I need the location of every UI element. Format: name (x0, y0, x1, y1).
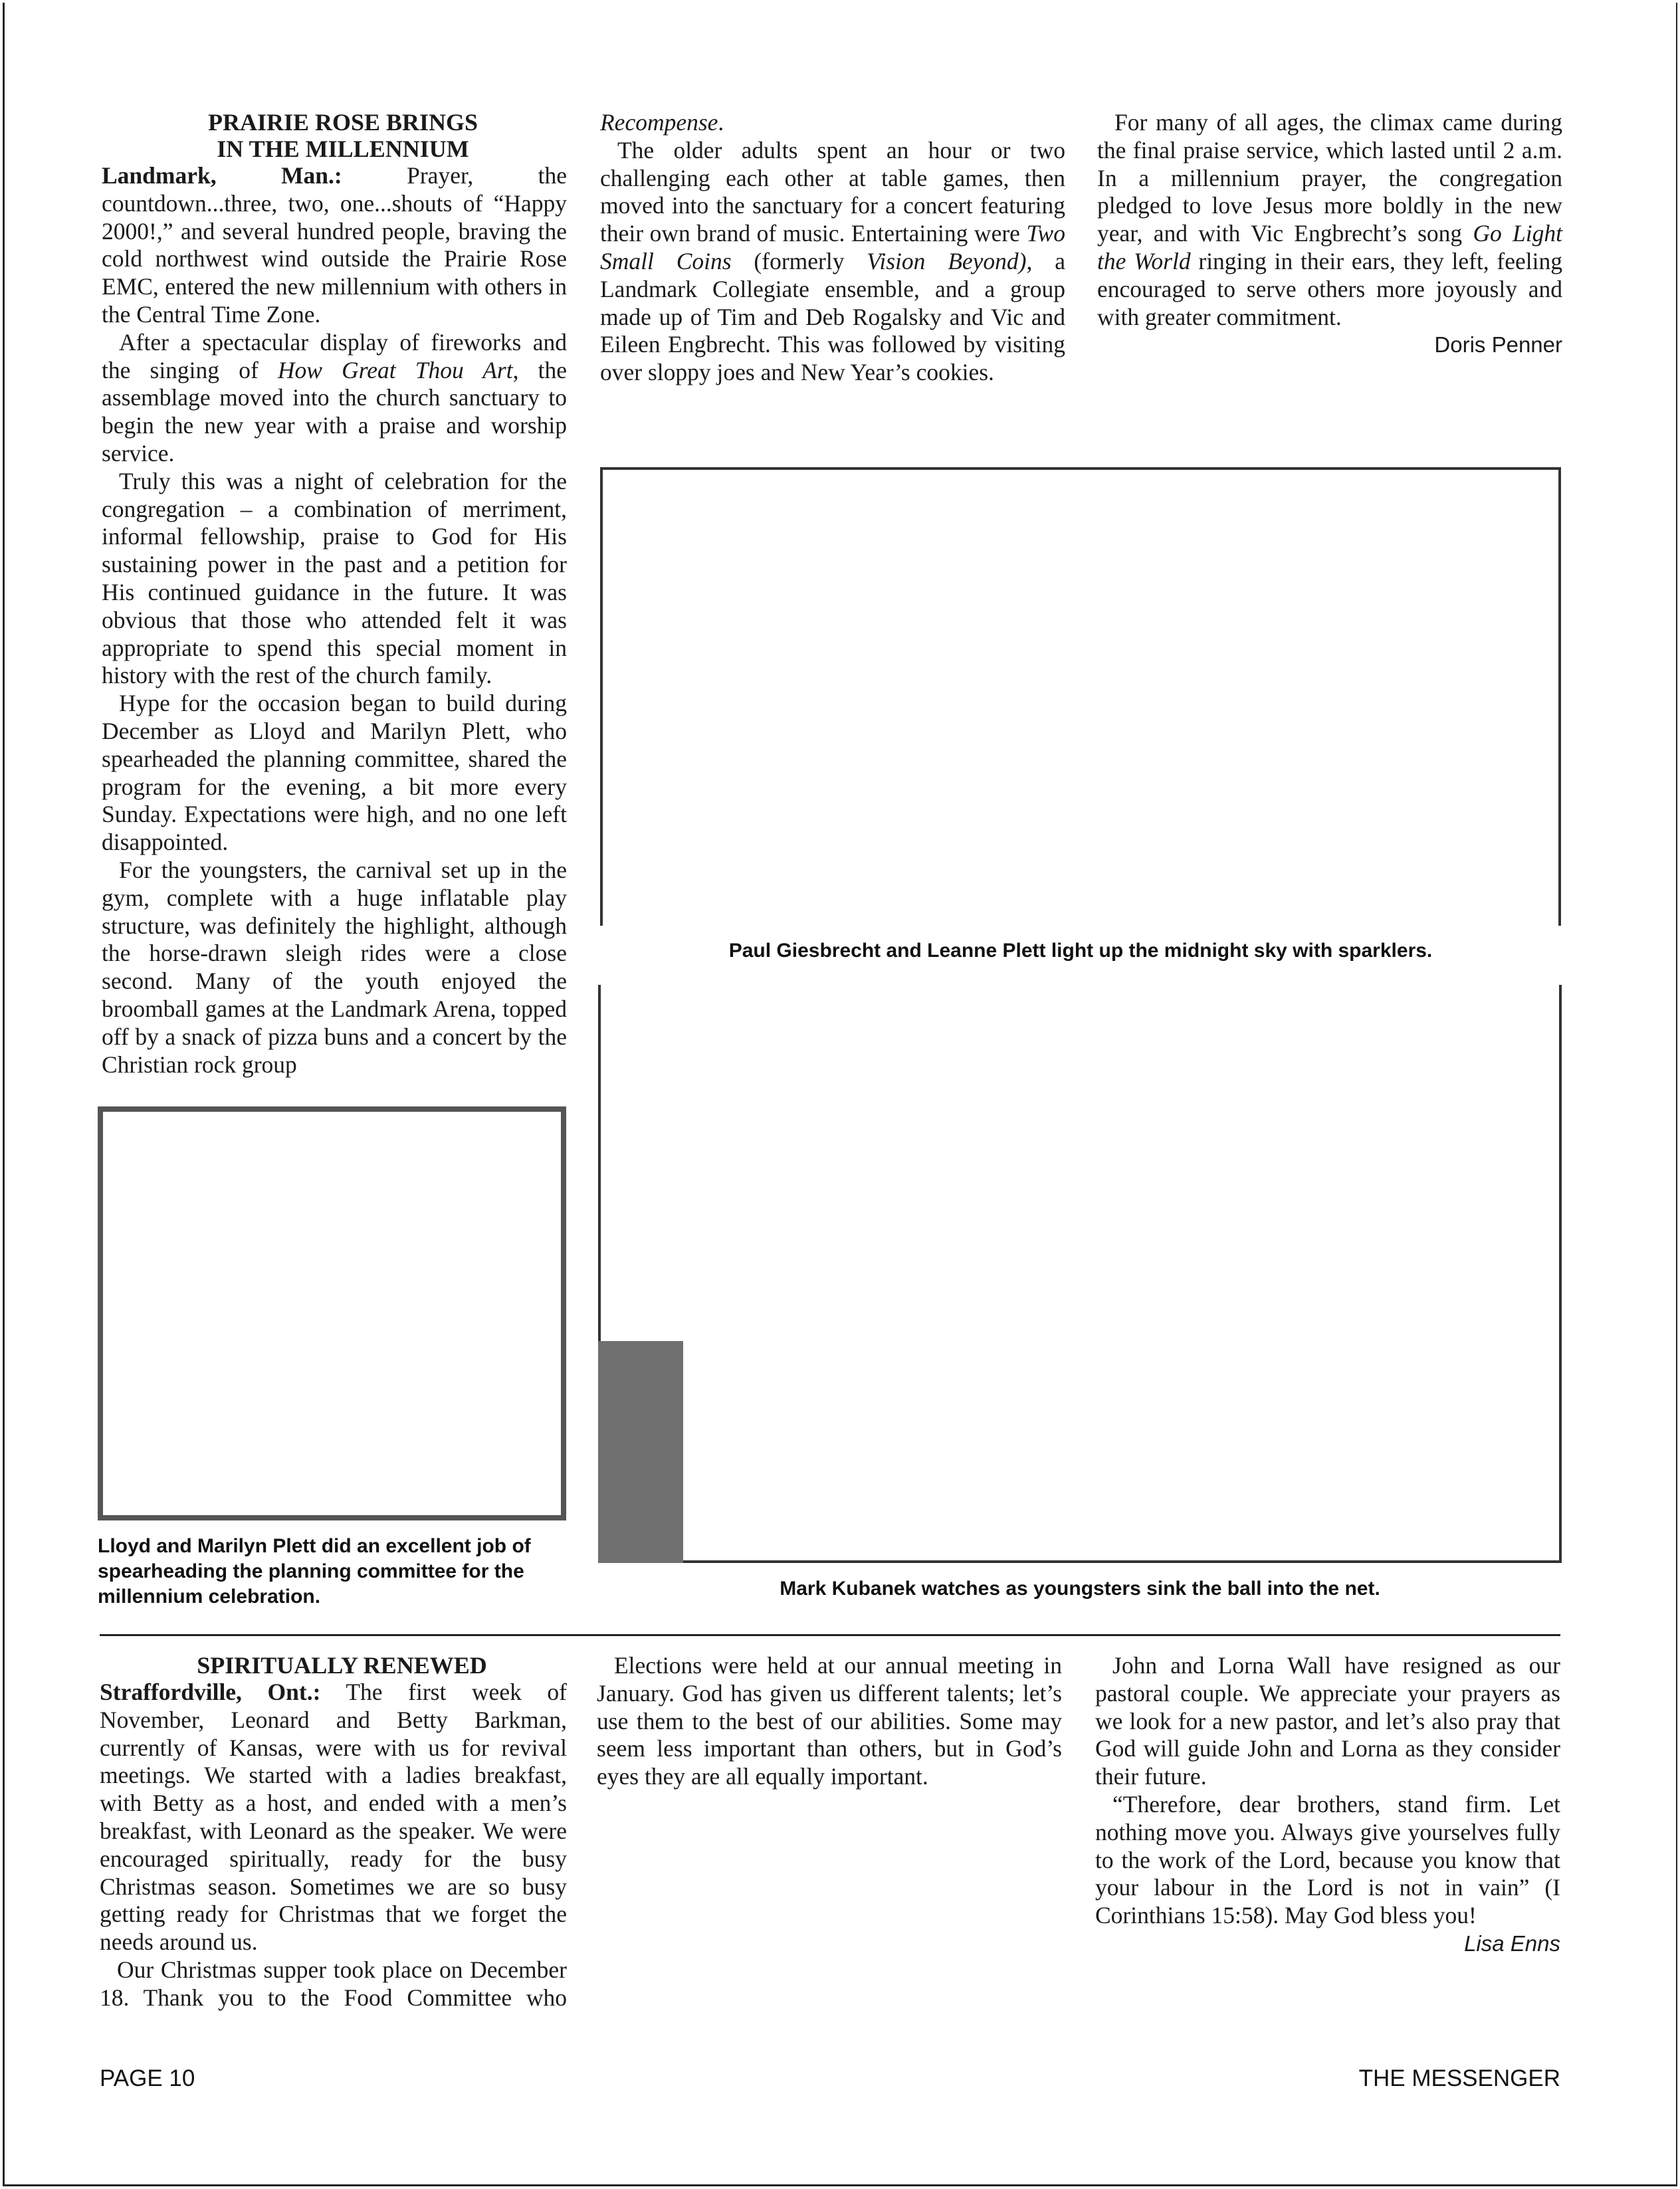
article1-paragraph-4: Hype for the occasion began to build during December as Lloyd and Marilyn Plett, who spearheaded the planning committee, shared the program for the evening, a bit more every Sunday. Expectations were high, and no one left disappointed. (102, 690, 567, 856)
article2-paragraph-2: Our Christmas supper took place on December 18. Thank you to the Food Committee who (100, 1956, 567, 2011)
sparklers-photo (600, 467, 1561, 926)
article1-headline-line1: PRAIRIE ROSE BRINGS (207, 109, 478, 136)
article2-headline: SPIRITUALLY RENEWED (197, 1652, 487, 1679)
article1-column-3 (1097, 109, 1562, 359)
article2-paragraph-3: Elections were held at our annual meeting in January. God has given us different talents; let’s use them to the best of our abilities. Some may seem less important than others, but in God’s eyes they are all equally important. (597, 1652, 1062, 1790)
article1-byline: Doris Penner (1434, 332, 1562, 358)
article1-column-2 (600, 109, 1065, 387)
article1-paragraph-3: Truly this was a night of celebration for the congregation – a combination of merriment, informal fellowship, praise to God for His sustaining power in the past and a petition for His continued guidance in the future. It was obvious that those who attended felt it was appropriate to spend this special moment in history with the rest of the church family. (102, 467, 567, 689)
plett-caption: Lloyd and Marilyn Plett did an excellent job of spearheading the planning committee for the millennium celebration. (98, 1535, 531, 1608)
article1-paragraph-7: For many of all ages, the climax came during the final praise service, which lasted until 2 a.m. In a millennium prayer, the congregation pledged to love Jesus more boldly in the new year, and with Vic Engbrecht’s song Go Light the World ringing in their ears, they left, feeling encouraged to serve others more joyously and with greater commitment. (1097, 109, 1562, 330)
article2-paragraph-5: “Therefore, dear brothers, stand firm. Let nothing move you. Always give yourselves fully to the work of the Lord, because you know that your labour in the Lord is not in vain” (I Corinthians 15:58). May God bless you! (1095, 1790, 1560, 1929)
kubanek-photo (598, 985, 1562, 1563)
article1-paragraph-2: After a spectacular display of fireworks and the singing of How Great Thou Art, the assemblage moved into the church sanctuary to begin the new year with a praise and worship service. (102, 328, 567, 467)
publication-name: THE MESSENGER (1358, 2065, 1560, 2091)
article1-paragraph-5-end: Recompense. (600, 109, 724, 136)
article2-byline: Lisa Enns (1464, 1930, 1560, 1956)
article1-headline-line2: IN THE MILLENNIUM (217, 136, 469, 162)
article2-column-3 (1095, 1652, 1560, 1958)
kubanek-caption: Mark Kubanek watches as youngsters sink the ball into the net. (780, 1578, 1380, 1600)
section-divider (100, 1634, 1560, 1636)
article2-column-2 (597, 1652, 1062, 1791)
article2-place: Straffordville, Ont.: (100, 1679, 321, 1705)
article1-paragraph-5-start: For the youngsters, the carnival set up in the gym, complete with a huge inflatable play structure, was definitely the highlight, although the horse-drawn sleigh rides were a close second. Many of the youth enjoyed the broomball games at the Landmark Arena, topped off by a snack of pizza buns and a concert by the Christian rock group (102, 856, 567, 1078)
plett-photo (98, 1106, 566, 1520)
kubanek-photo-shadow (598, 1341, 683, 1563)
article2-paragraph-4: John and Lorna Wall have resigned as our pastoral couple. We appreciate your prayers as we look for a new pastor, and let’s also pray that God will guide John and Lorna as they consider their future. (1095, 1652, 1560, 1790)
article2-column-1 (100, 1652, 567, 2011)
article1-place: Landmark, Man.: (102, 162, 342, 189)
article2-paragraph-1: Straffordville, Ont.: The first week of November, Leonard and Betty Barkman, currently of Kansas, were with us for revival meetings. We started with a ladies breakfast, with Betty as a host, and ended with a men’s breakfast, with Leonard as the speaker. We were encouraged spiritually, ready for the busy Christmas season. Sometimes we are so busy getting ready for Christmas that we forget the needs around us. (100, 1679, 567, 1956)
article1-paragraph-1: Landmark, Man.: Prayer, the countdown...three, two, one...shouts of “Happy 2000!,” and several hundred people, braving the cold northwest wind outside the Prairie Rose EMC, entered the new millennium with others in the Central Time Zone. (102, 162, 567, 328)
sparklers-caption: Paul Giesbrecht and Leanne Plett light up the midnight sky with sparklers. (728, 940, 1433, 962)
article1-column-1 (102, 109, 567, 1086)
article1-paragraph-6: The older adults spent an hour or two challenging each other at table games, then moved into the sanctuary for a concert featuring their own brand of music. Entertaining were Two Small Coins (formerly Vision Beyond), a Landmark Collegiate ensemble, and a group made up of Tim and Deb Rogalsky and Vic and Eileen Engbrecht. This was followed by visiting over sloppy joes and New Year’s cookies. (600, 136, 1065, 386)
page-number: PAGE 10 (100, 2065, 195, 2091)
